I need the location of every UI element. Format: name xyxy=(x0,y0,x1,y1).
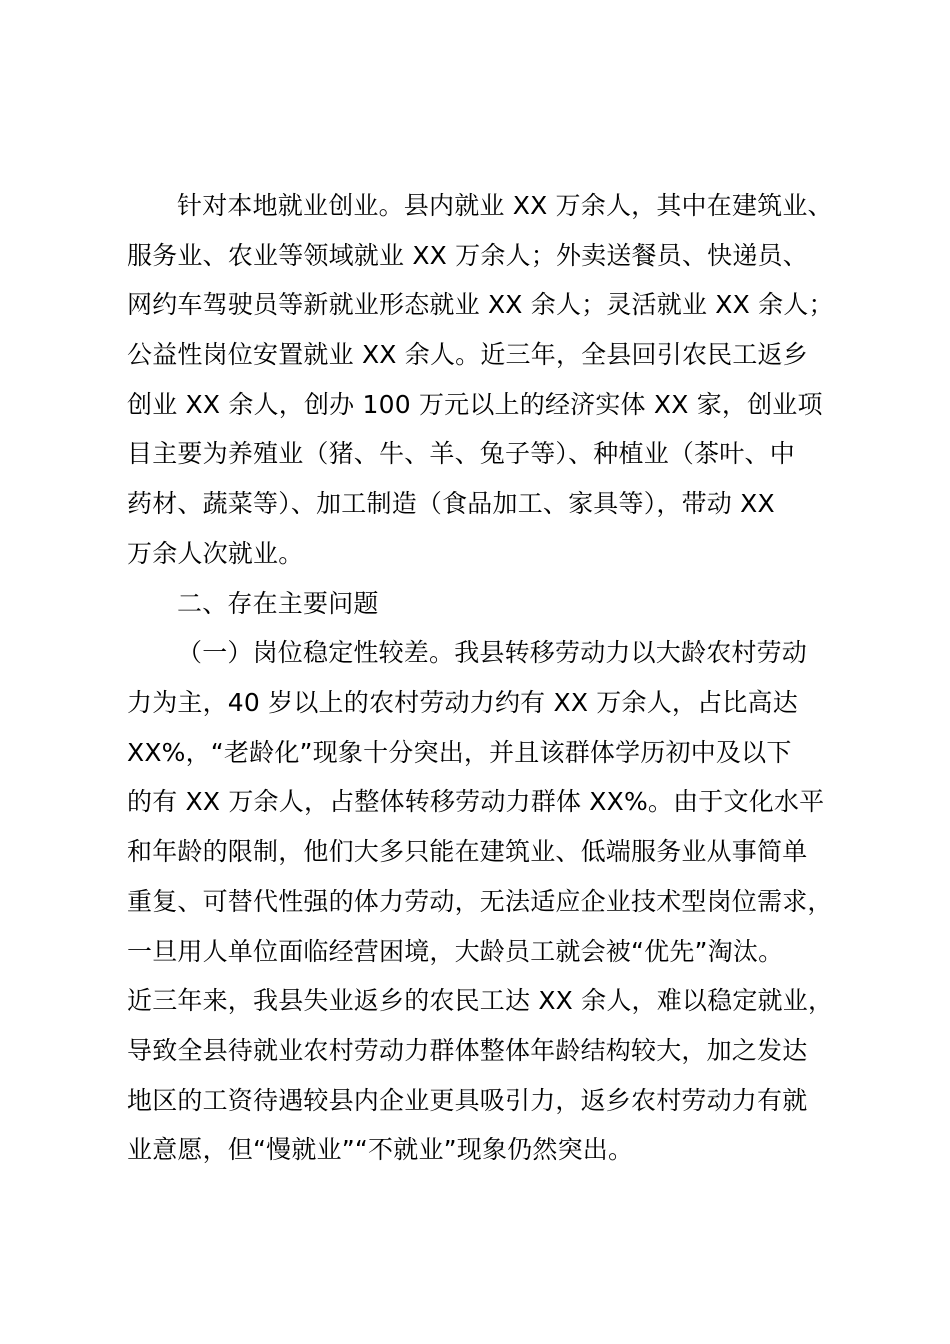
paragraph-1-line-4: 公益性岗位安置就业 XX 余人。近三年，全县回引农民工返乡 xyxy=(127,340,808,369)
paragraph-1-line-5: 创业 XX 余人，创办 100 万元以上的经济实体 XX 家，创业项 xyxy=(127,390,823,419)
paragraph-3-line-6: 重复、可替代性强的体力劳动，无法适应企业技术型岗位需求， xyxy=(127,887,833,916)
paragraph-3-line-7: 一旦用人单位面临经营困境，大龄员工就会被“优先”淘汰。 xyxy=(127,937,784,966)
paragraph-3-line-3: XX%，“老龄化”现象十分突出，并且该群体学历初中及以下 xyxy=(127,738,792,767)
paragraph-3-line-2: 力为主，40 岁以上的农村劳动力约有 XX 万余人，占比高达 xyxy=(127,688,798,717)
paragraph-3-line-10: 地区的工资待遇较县内企业更具吸引力，返乡农村劳动力有就 xyxy=(127,1086,808,1115)
paragraph-1-line-3: 网约车驾驶员等新就业形态就业 XX 余人；灵活就业 XX 余人； xyxy=(127,290,834,319)
paragraph-3-line-8: 近三年来，我县失业返乡的农民工达 XX 余人，难以稳定就业， xyxy=(127,986,834,1015)
paragraph-1-line-7: 药材、蔬菜等）、加工制造（食品加工、家具等），带动 XX xyxy=(127,489,775,518)
paragraph-1-line-8: 万余人次就业。 xyxy=(127,539,304,568)
paragraph-3-line-4: 的有 XX 万余人，占整体转移劳动力群体 XX%。由于文化水平 xyxy=(127,787,825,816)
paragraph-1-line-2: 服务业、农业等领域就业 XX 万余人；外卖送餐员、快递员、 xyxy=(127,241,808,270)
paragraph-3-line-9: 导致全县待就业农村劳动力群体整体年龄结构较大，加之发达 xyxy=(127,1036,808,1065)
paragraph-3-line-5: 和年龄的限制，他们大多只能在建筑业、低端服务业从事简单 xyxy=(127,837,808,866)
paragraph-3-line-1: （一）岗位稳定性较差。我县转移劳动力以大龄农村劳动 xyxy=(177,638,808,667)
paragraph-3-line-11: 业意愿，但“慢就业”“不就业”现象仍然突出。 xyxy=(127,1135,634,1164)
paragraph-1-line-1: 针对本地就业创业。县内就业 XX 万余人，其中在建筑业、 xyxy=(177,191,833,220)
section-heading: 二、存在主要问题 xyxy=(177,589,379,618)
paragraph-1-line-6: 目主要为养殖业（猪、牛、羊、兔子等）、种植业（茶叶、中 xyxy=(127,439,795,468)
